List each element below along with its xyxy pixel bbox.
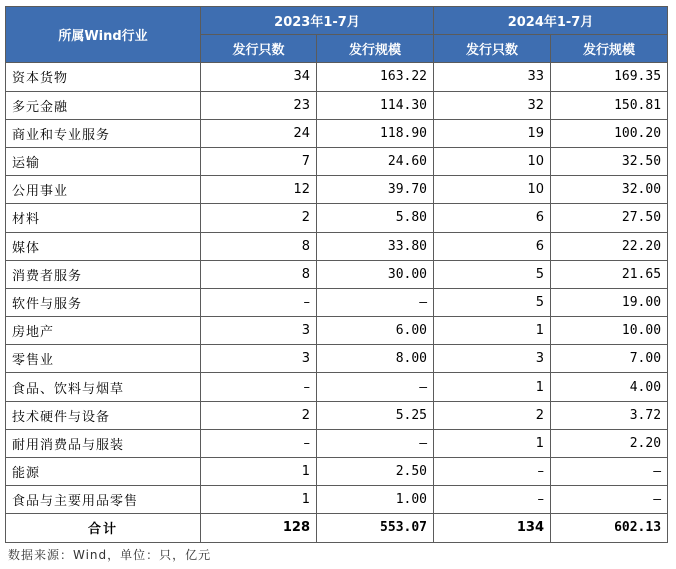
count-2023-cell: 8 <box>201 232 317 260</box>
count-2024-cell: 6 <box>434 204 551 232</box>
scale-2023-cell: 2.50 <box>317 458 434 486</box>
table-row <box>6 147 668 175</box>
table-row <box>6 345 668 373</box>
count-2023-cell: 2 <box>201 204 317 232</box>
table-footer <box>6 514 668 542</box>
scale-2024-cell: 27.50 <box>551 204 668 232</box>
table-row <box>6 176 668 204</box>
count-2024-cell: 1 <box>434 317 551 345</box>
scale-2023-cell: 8.00 <box>317 345 434 373</box>
scale-2023-cell: – <box>317 373 434 401</box>
table-row <box>6 288 668 316</box>
scale-2023-cell: 114.30 <box>317 91 434 119</box>
industry-cell: 能源 <box>6 458 201 486</box>
count-2024-cell: 19 <box>434 119 551 147</box>
industry-cell: 耐用消费品与服装 <box>6 429 201 457</box>
industry-cell: 房地产 <box>6 317 201 345</box>
industry-cell: 媒体 <box>6 232 201 260</box>
industry-cell: 技术硬件与设备 <box>6 401 201 429</box>
count-2023-cell: 3 <box>201 345 317 373</box>
count-2024-cell: 1 <box>434 373 551 401</box>
count-2023-cell: 8 <box>201 260 317 288</box>
period-2023-header: 2023年1-7月 <box>201 7 434 35</box>
scale-2023-cell: 1.00 <box>317 486 434 514</box>
table-row <box>6 401 668 429</box>
count-2024-cell: 2 <box>434 401 551 429</box>
scale-2023-cell: 5.25 <box>317 401 434 429</box>
scale-2024-cell: 7.00 <box>551 345 668 373</box>
count-2023-cell: 3 <box>201 317 317 345</box>
total-scale-2024: 602.13 <box>551 514 668 542</box>
table-row <box>6 204 668 232</box>
count-2023-cell: 23 <box>201 91 317 119</box>
scale-2023-cell: – <box>317 429 434 457</box>
table-row <box>6 91 668 119</box>
scale-2024-cell: – <box>551 458 668 486</box>
total-count-2024: 134 <box>434 514 551 542</box>
count-2024-cell: – <box>434 458 551 486</box>
scale-2024-cell: 100.20 <box>551 119 668 147</box>
scale-2024-cell: 22.20 <box>551 232 668 260</box>
count-2023-cell: 2 <box>201 401 317 429</box>
total-count-2023: 128 <box>201 514 317 542</box>
industry-cell: 材料 <box>6 204 201 232</box>
industry-cell: 软件与服务 <box>6 288 201 316</box>
count-2023-cell: 24 <box>201 119 317 147</box>
industry-cell: 消费者服务 <box>6 260 201 288</box>
count-2024-cell: 10 <box>434 147 551 175</box>
period-2024-header: 2024年1-7月 <box>434 7 668 35</box>
count-2023-cell: 7 <box>201 147 317 175</box>
table-row <box>6 119 668 147</box>
table-header <box>6 7 668 63</box>
count-2024-cell: 32 <box>434 91 551 119</box>
scale-2023-cell: 30.00 <box>317 260 434 288</box>
total-label: 合计 <box>6 514 201 542</box>
scale-2023-cell: 39.70 <box>317 176 434 204</box>
issuance-table-container <box>5 6 667 543</box>
scale-2024-cell: 4.00 <box>551 373 668 401</box>
scale-2024-cell: 2.20 <box>551 429 668 457</box>
count-2023-cell: 34 <box>201 63 317 91</box>
total-scale-2023: 553.07 <box>317 514 434 542</box>
count-2023-cell: – <box>201 288 317 316</box>
table-row <box>6 458 668 486</box>
industry-cell: 零售业 <box>6 345 201 373</box>
count-2024-cell: 10 <box>434 176 551 204</box>
industry-cell: 多元金融 <box>6 91 201 119</box>
count-2023-cell: – <box>201 373 317 401</box>
scale-2023-cell: 24.60 <box>317 147 434 175</box>
count-2024-cell: 33 <box>434 63 551 91</box>
scale-2023-cell: 118.90 <box>317 119 434 147</box>
count-2024-header: 发行只数 <box>434 35 551 63</box>
scale-2023-header: 发行规模 <box>317 35 434 63</box>
industry-cell: 资本货物 <box>6 63 201 91</box>
industry-cell: 运输 <box>6 147 201 175</box>
table-row <box>6 486 668 514</box>
count-2023-cell: 1 <box>201 458 317 486</box>
count-2024-cell: 1 <box>434 429 551 457</box>
count-2023-cell: 12 <box>201 176 317 204</box>
industry-cell: 食品与主要用品零售 <box>6 486 201 514</box>
table-row <box>6 373 668 401</box>
count-2024-cell: 6 <box>434 232 551 260</box>
industry-column-header: 所属Wind行业 <box>6 7 201 63</box>
scale-2024-cell: 32.50 <box>551 147 668 175</box>
scale-2023-cell: 5.80 <box>317 204 434 232</box>
scale-2024-cell: 3.72 <box>551 401 668 429</box>
scale-2023-cell: 6.00 <box>317 317 434 345</box>
table-row <box>6 260 668 288</box>
source-note: 数据来源：Wind，单位：只，亿元 <box>8 548 212 562</box>
industry-cell: 食品、饮料与烟草 <box>6 373 201 401</box>
total-row <box>6 514 668 542</box>
count-2024-cell: – <box>434 486 551 514</box>
count-2024-cell: 3 <box>434 345 551 373</box>
table-row <box>6 232 668 260</box>
count-2023-cell: – <box>201 429 317 457</box>
scale-2024-cell: 19.00 <box>551 288 668 316</box>
scale-2024-cell: 169.35 <box>551 63 668 91</box>
scale-2024-cell: – <box>551 486 668 514</box>
scale-2023-cell: 33.80 <box>317 232 434 260</box>
table-row <box>6 317 668 345</box>
scale-2023-cell: 163.22 <box>317 63 434 91</box>
issuance-table <box>5 6 668 543</box>
table-row <box>6 429 668 457</box>
scale-2024-cell: 32.00 <box>551 176 668 204</box>
scale-2024-cell: 21.65 <box>551 260 668 288</box>
count-2024-cell: 5 <box>434 260 551 288</box>
scale-2024-cell: 10.00 <box>551 317 668 345</box>
table-row <box>6 63 668 91</box>
count-2023-header: 发行只数 <box>201 35 317 63</box>
table-body <box>6 63 668 514</box>
industry-cell: 公用事业 <box>6 176 201 204</box>
count-2024-cell: 5 <box>434 288 551 316</box>
scale-2024-cell: 150.81 <box>551 91 668 119</box>
scale-2023-cell: – <box>317 288 434 316</box>
industry-cell: 商业和专业服务 <box>6 119 201 147</box>
count-2023-cell: 1 <box>201 486 317 514</box>
scale-2024-header: 发行规模 <box>551 35 668 63</box>
